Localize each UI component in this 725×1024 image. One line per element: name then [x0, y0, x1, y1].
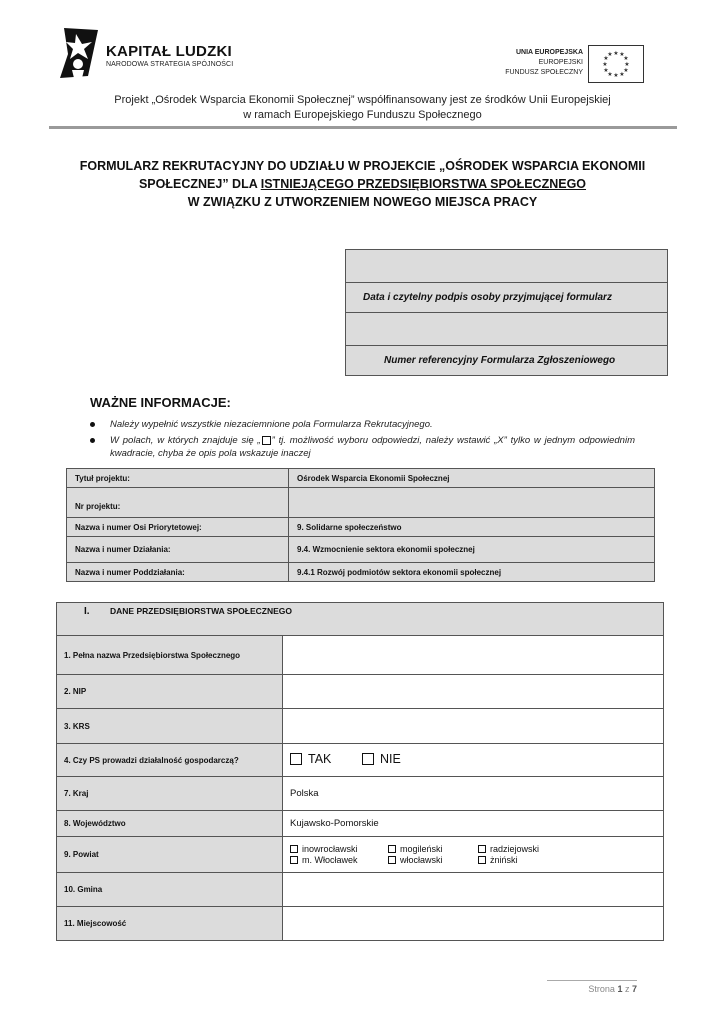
- kapital-ludzki-logo: [58, 26, 248, 82]
- kapital-ludzki-title: KAPITAŁ LUDZKI: [106, 43, 232, 60]
- county-option[interactable]: [478, 844, 568, 854]
- option-no-label: NIE: [380, 752, 401, 766]
- signature-label: Data i czytelny podpis osoby przyjmującej formularz: [346, 283, 667, 313]
- title-line-2-a: SPOŁECZNEJ” DLA: [138, 177, 261, 191]
- info-label: Nazwa i numer Poddziałania:: [67, 563, 289, 582]
- company-name-input[interactable]: [283, 636, 664, 675]
- project-cofinancing-note: [0, 93, 725, 123]
- kapital-ludzki-subtitle: NARODOWA STRATEGIA SPÓJNOŚCI: [106, 61, 234, 68]
- checkbox[interactable]: [290, 845, 298, 853]
- checkbox-yes[interactable]: [290, 753, 302, 765]
- table-row: [57, 709, 664, 744]
- important-heading: WAŻNE INFORMACJE:: [90, 395, 231, 410]
- checkbox[interactable]: [478, 845, 486, 853]
- county-label: włocławski: [400, 855, 443, 865]
- eu-logo-text: [505, 48, 583, 78]
- svg-text:★: ★: [624, 61, 630, 68]
- bullet-item: [90, 418, 635, 431]
- info-value: 9. Solidarne społeczeństwo: [289, 518, 655, 537]
- field-label: 7. Kraj: [57, 777, 283, 811]
- table-row: [67, 469, 655, 488]
- eu-line2: EUROPEJSKI: [538, 59, 583, 66]
- field-label: 8. Województwo: [57, 811, 283, 837]
- county-option[interactable]: [290, 855, 388, 865]
- company-data-table: [56, 602, 664, 941]
- project-line-1: Projekt „Ośrodek Wsparcia Ekonomii Społecznej” współfinansowany jest ze środków Unii Europejskiej: [114, 94, 611, 106]
- eu-flag-icon: [588, 45, 644, 83]
- nip-input[interactable]: [283, 675, 664, 709]
- bullet-text-1: Należy wypełnić wszystkie niezaciemnione pola Formularza Rekrutacyjnego.: [110, 419, 433, 430]
- bullet-item: [90, 434, 635, 460]
- info-label: Nazwa i numer Działania:: [67, 537, 289, 563]
- country-input[interactable]: Polska: [283, 777, 664, 811]
- info-value: Ośrodek Wsparcia Ekonomii Społecznej: [289, 469, 655, 488]
- commune-input[interactable]: [283, 873, 664, 907]
- checkbox[interactable]: [388, 856, 396, 864]
- table-row: [67, 563, 655, 582]
- page-number: [588, 984, 637, 994]
- svg-text:★: ★: [613, 50, 619, 57]
- county-option[interactable]: [388, 844, 478, 854]
- svg-text:★: ★: [613, 72, 619, 79]
- info-value: 9.4. Wzmocnienie sektora ekonomii społecznej: [289, 537, 655, 563]
- table-row: [67, 488, 655, 518]
- footer-divider: [547, 980, 637, 981]
- business-activity-options: [283, 744, 664, 777]
- county-option[interactable]: [290, 844, 388, 854]
- svg-text:★: ★: [607, 71, 613, 78]
- bullet-text-2b: ” tj. możliwość wyboru odpowiedzi, należy wstawić „X” tylko w jednym odpowiednim kwadracie, chyba że opis pola wskazuje inaczej: [110, 435, 635, 459]
- table-row: [57, 777, 664, 811]
- svg-text:★: ★: [619, 51, 625, 58]
- checkbox[interactable]: [478, 856, 486, 864]
- eu-line1: UNIA EUROPEJSKA: [515, 49, 583, 56]
- table-row: [57, 675, 664, 709]
- checkbox-symbol-icon: [262, 436, 271, 445]
- signature-field[interactable]: [346, 250, 667, 283]
- table-row: [57, 636, 664, 675]
- eu-line3: FUNDUSZ SPOŁECZNY: [505, 69, 583, 76]
- checkbox-no[interactable]: [362, 753, 374, 765]
- bullet-dot-icon: [90, 422, 95, 427]
- county-label: mogileński: [400, 844, 443, 854]
- section-number: I.: [84, 606, 90, 617]
- page-current: 1: [617, 984, 623, 994]
- title-line-3: W ZWIĄZKU Z UTWORZENIEM NOWEGO MIEJSCA PRACY: [187, 195, 538, 209]
- krs-input[interactable]: [283, 709, 664, 744]
- title-line-2-underlined: ISTNIEJĄCEGO PRZEDSIĘBIORSTWA SPOŁECZNEGO: [260, 177, 587, 191]
- checkbox[interactable]: [388, 845, 396, 853]
- project-info-table: [66, 468, 655, 582]
- county-label: żniński: [490, 855, 518, 865]
- section-heading: [57, 603, 664, 636]
- reference-number-field[interactable]: [346, 313, 667, 346]
- county-options: [283, 837, 664, 873]
- svg-text:★: ★: [607, 51, 613, 58]
- field-label: 4. Czy PS prowadzi działalność gospodarczą?: [57, 744, 283, 777]
- option-yes[interactable]: [290, 752, 331, 766]
- bullet-text-2a: W polach, w których znajduje się „: [110, 435, 261, 446]
- county-label: inowrocławski: [302, 844, 358, 854]
- title-line-1: FORMULARZ REKRUTACYJNY DO UDZIAŁU W PROJEKCIE „OŚRODEK WSPARCIA EKONOMII: [79, 159, 646, 173]
- svg-text:★: ★: [623, 67, 629, 74]
- kapital-ludzki-emblem-icon: [58, 26, 102, 80]
- table-row: [57, 873, 664, 907]
- table-row: [57, 837, 664, 873]
- svg-text:★: ★: [603, 55, 609, 62]
- info-label: Nr projektu:: [67, 488, 289, 518]
- info-label: Nazwa i numer Osi Priorytetowej:: [67, 518, 289, 537]
- project-line-2: w ramach Europejskiego Funduszu Społecznego: [243, 109, 482, 121]
- info-value: [289, 488, 655, 518]
- section-title: DANE PRZEDSIĘBIORSTWA SPOŁECZNEGO: [110, 606, 292, 616]
- important-bullets: [90, 418, 635, 463]
- county-grid: [290, 844, 656, 865]
- form-title: [60, 157, 665, 211]
- county-option[interactable]: [388, 855, 478, 865]
- table-row: [67, 518, 655, 537]
- bullet-dot-icon: [90, 438, 95, 443]
- county-label: radziejowski: [490, 844, 540, 854]
- header-divider: [49, 126, 677, 129]
- table-row: [67, 537, 655, 563]
- field-label: 11. Miejscowość: [57, 907, 283, 941]
- info-value: 9.4.1 Rozwój podmiotów sektora ekonomii społecznej: [289, 563, 655, 582]
- field-label: 2. NIP: [57, 675, 283, 709]
- checkbox[interactable]: [290, 856, 298, 864]
- voivodeship-input[interactable]: Kujawsko-Pomorskie: [283, 811, 664, 837]
- svg-text:★: ★: [619, 71, 625, 78]
- section-header-row: [57, 603, 664, 636]
- county-option[interactable]: [478, 855, 568, 865]
- svg-text:★: ★: [602, 61, 608, 68]
- locality-input[interactable]: [283, 907, 664, 941]
- field-label: 9. Powiat: [57, 837, 283, 873]
- table-row: [57, 744, 664, 777]
- svg-text:★: ★: [603, 67, 609, 74]
- title-line-2: [60, 175, 665, 193]
- table-row: [57, 907, 664, 941]
- option-yes-label: TAK: [308, 752, 332, 766]
- table-row: [57, 811, 664, 837]
- field-label: 1. Pełna nazwa Przedsiębiorstwa Społecznego: [57, 636, 283, 675]
- county-label: m. Włocławek: [302, 855, 358, 865]
- reference-number-label: Numer referencyjny Formularza Zgłoszeniowego: [346, 346, 667, 375]
- field-label: 3. KRS: [57, 709, 283, 744]
- page-total: 7: [631, 984, 637, 994]
- option-no[interactable]: [362, 752, 401, 766]
- office-use-box: [345, 249, 668, 376]
- info-label: Tytuł projektu:: [67, 469, 289, 488]
- svg-text:★: ★: [623, 55, 629, 62]
- page-prefix: Strona: [588, 984, 615, 994]
- field-label: 10. Gmina: [57, 873, 283, 907]
- page-sep: z: [624, 984, 630, 994]
